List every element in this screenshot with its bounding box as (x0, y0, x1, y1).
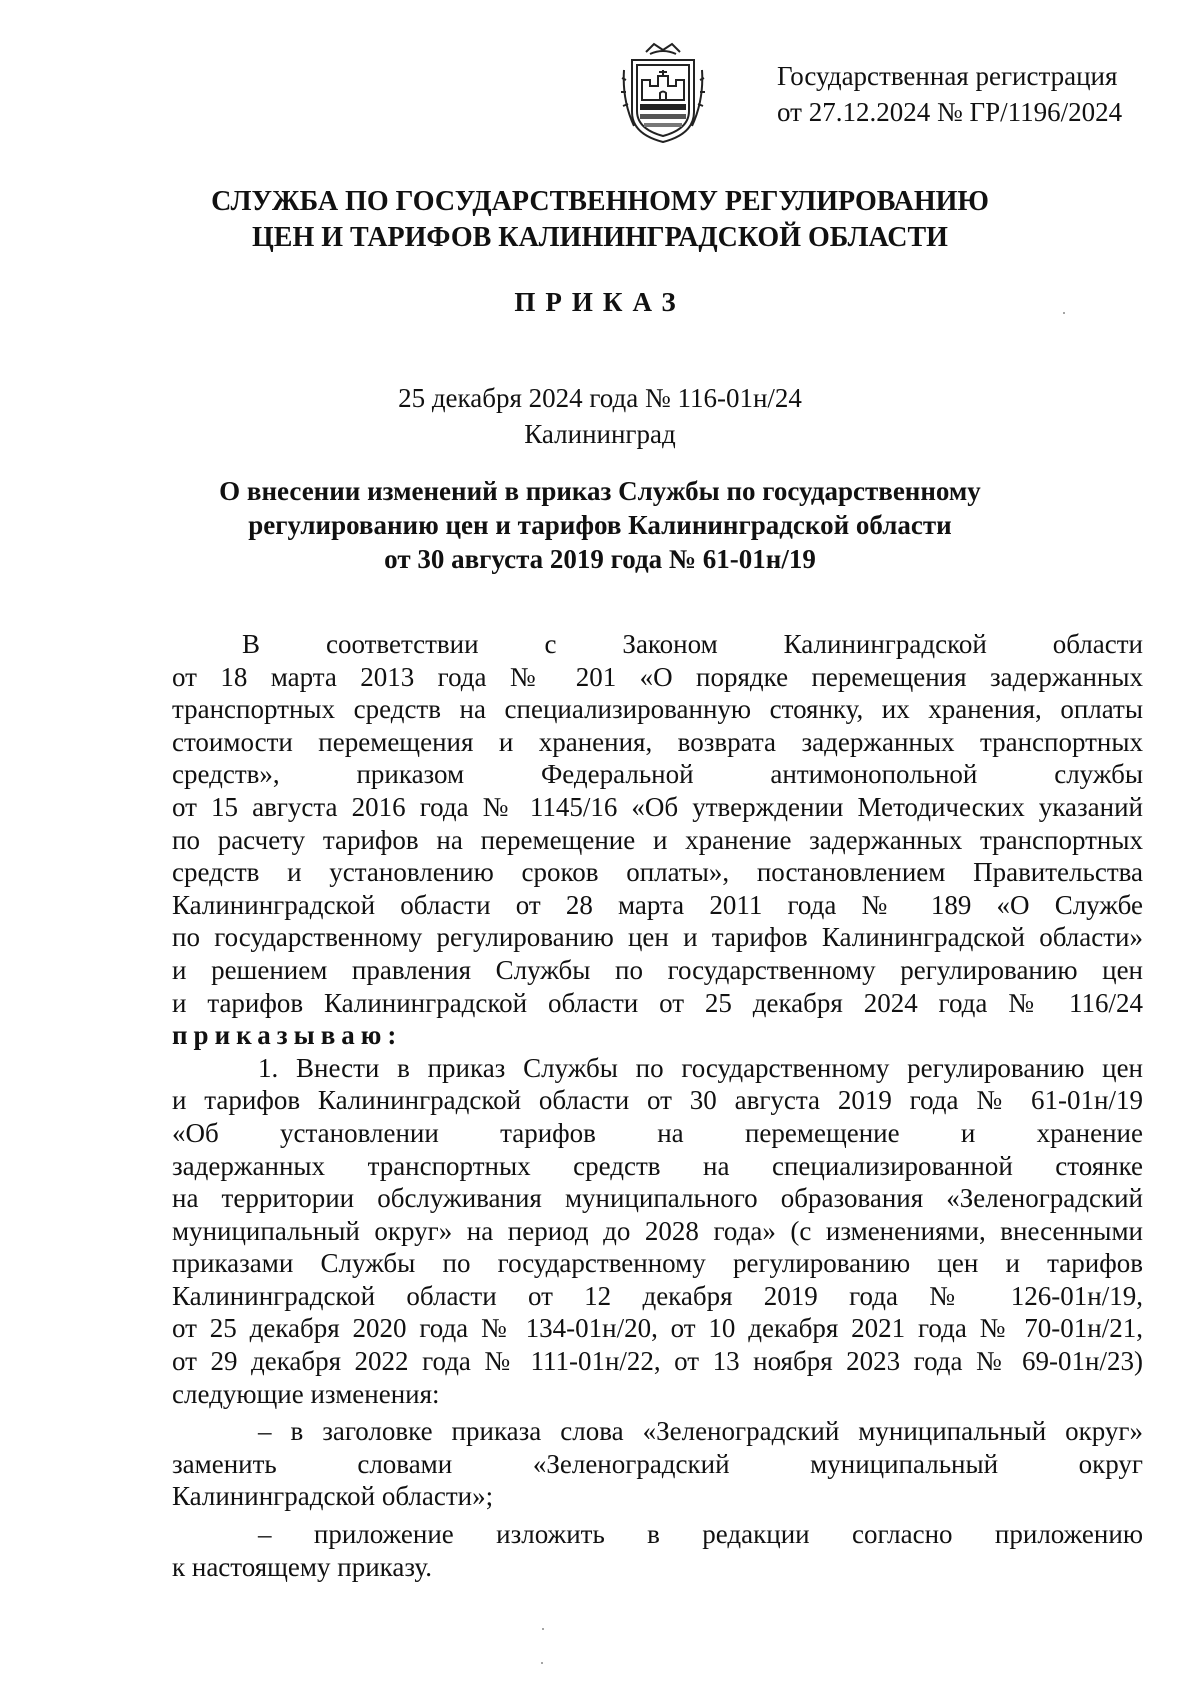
item1-line: задержанных транспортных средств на специализированной стоянке (172, 1150, 1143, 1181)
document-type: ПРИКАЗ (514, 287, 686, 317)
preamble-line: по расчету тарифов на перемещение и хранение задержанных транспортных (172, 824, 1143, 855)
item1-line: от 25 декабря 2020 года № 134-01н/20, от 10 декабря 2021 года № 70-01н/21, (172, 1313, 1143, 1344)
preamble-line: транспортных средств на специализированную стоянку, их хранения, оплаты (172, 694, 1143, 725)
item1-line: Калининградской области от 12 декабря 2019 года № 126-01н/19, (172, 1280, 1143, 1311)
item1-line: следующие изменения: (172, 1378, 440, 1409)
preamble-line: В соответствии с Законом Калининградской области (242, 629, 1143, 659)
order-word-line (172, 1019, 1143, 1052)
document-subject (0, 474, 1200, 576)
preamble-line: средств», приказом Федеральной антимонопольной службы (172, 759, 1143, 790)
change1-line: – в заголовке приказа слова «Зеленоградский муниципальный округ» (258, 1416, 1143, 1447)
change2-line: к настоящему приказу. (172, 1551, 432, 1582)
agency-line: ЦЕН И ТАРИФОВ КАЛИНИНГРАДСКОЙ ОБЛАСТИ (252, 222, 948, 253)
item1-line: от 29 декабря 2022 года № 111-01н/22, от 13 ноября 2023 года № 69-01н/23) (172, 1346, 1143, 1377)
item1-line: приказами Службы по государственному регулированию цен и тарифов (172, 1248, 1143, 1279)
subject-line: от 30 августа 2019 года № 61-01н/19 (384, 544, 816, 574)
subject-line: О внесении изменений в приказ Службы по государственному (219, 476, 981, 506)
item1-line: на территории обслуживания муниципального образования «Зеленоградский (172, 1183, 1143, 1214)
agency-name (0, 184, 1200, 256)
preamble-line: и тарифов Калининградской области от 25 декабря 2024 года № 116/24 (172, 987, 1143, 1018)
kaliningrad-coat-of-arms-icon (620, 40, 706, 145)
preamble-line: стоимости перемещения и хранения, возврата задержанных транспортных (172, 726, 1143, 757)
change2-line: – приложение изложить в редакции согласно приложению (258, 1519, 1143, 1550)
document-date-block (0, 380, 1200, 452)
order-word: приказываю: (172, 1020, 403, 1051)
agency-line: СЛУЖБА ПО ГОСУДАРСТВЕННОМУ РЕГУЛИРОВАНИЮ (211, 186, 989, 217)
scan-speck (542, 1628, 544, 1630)
document-body (172, 628, 1143, 1583)
preamble-line: от 18 марта 2013 года № 201 «О порядке перемещения задержанных (172, 661, 1143, 692)
registration-label: Государственная регистрация (777, 61, 1118, 91)
preamble-line: средств и установлению сроков оплаты», постановлением Правительства (172, 857, 1143, 888)
registration-date-number: от 27.12.2024 № ГР/1196/2024 (777, 97, 1123, 127)
document-date-number: 25 декабря 2024 года № 116-01н/24 (398, 383, 802, 413)
scan-speck (541, 1662, 543, 1664)
document-city: Калининград (524, 419, 676, 449)
registration-stamp (777, 58, 1137, 130)
preamble-line: от 15 августа 2016 года № 1145/16 «Об утверждении Методических указаний (172, 791, 1143, 822)
scan-speck (1063, 312, 1065, 314)
change1-line: заменить словами «Зеленоградский муниципальный округ (172, 1448, 1143, 1479)
preamble-line: Калининградской области от 28 марта 2011 года № 189 «О Службе (172, 889, 1143, 920)
preamble-line: и решением правления Службы по государственному регулированию цен (172, 954, 1143, 985)
item1-line: «Об установлении тарифов на перемещение и хранение (172, 1117, 1143, 1148)
change1-line: Калининградской области»; (172, 1481, 494, 1512)
subject-line: регулированию цен и тарифов Калининградской области (248, 510, 952, 540)
item1-line: и тарифов Калининградской области от 30 августа 2019 года № 61-01н/19 (172, 1085, 1143, 1116)
preamble-line: по государственному регулированию цен и тарифов Калининградской области» (172, 922, 1143, 953)
item1-line: муниципальный округ» на период до 2028 года» (с изменениями, внесенными (172, 1215, 1143, 1246)
item1-line: 1. Внести в приказ Службы по государственному регулированию цен (258, 1052, 1143, 1083)
